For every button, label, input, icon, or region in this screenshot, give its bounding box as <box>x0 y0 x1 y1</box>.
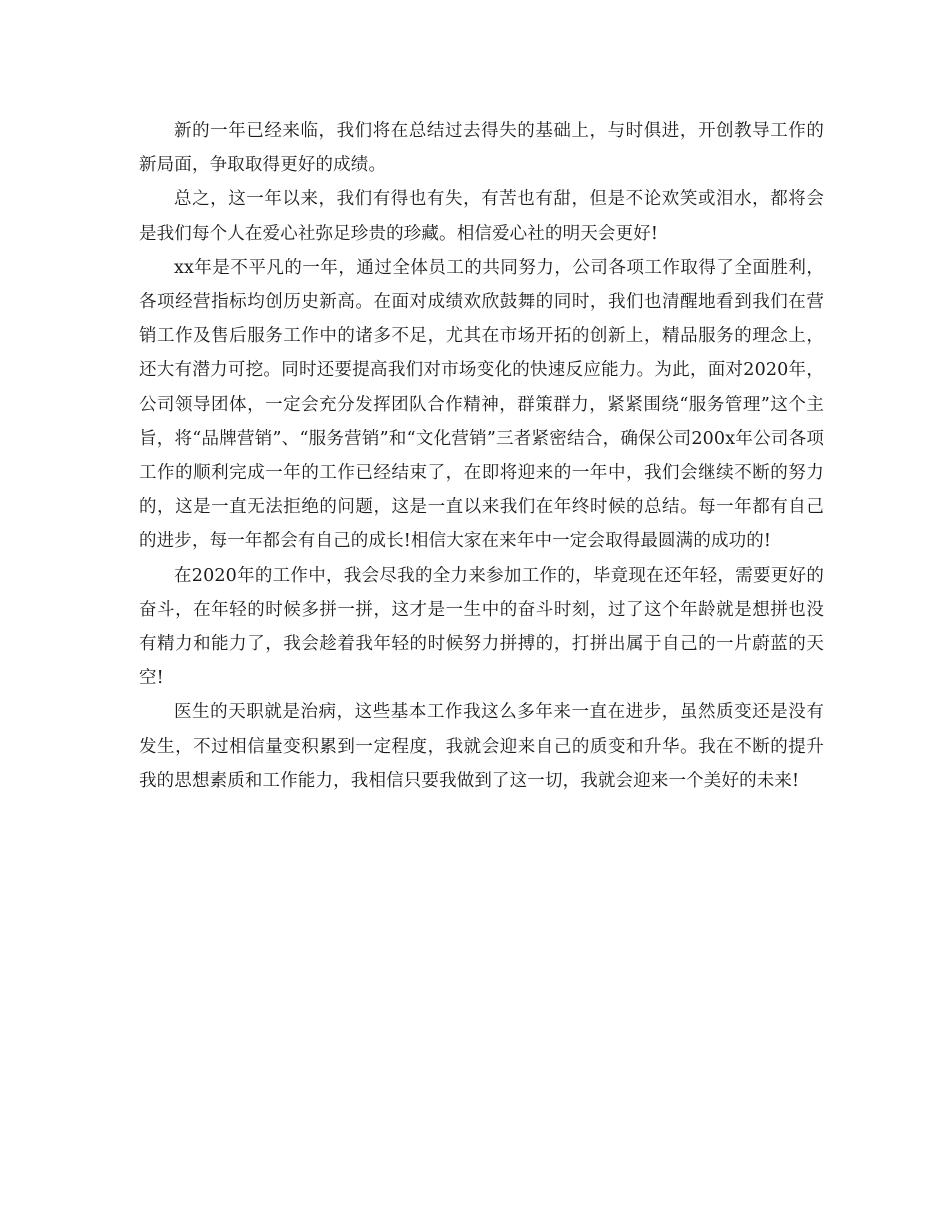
paragraph: 新的一年已经来临，我们将在总结过去得失的基础上，与时俱进，开创教导工作的新局面，争取取得更好的成绩。 <box>139 121 824 176</box>
paragraph: xx年是不平凡的一年，通过全体员工的共同努力，公司各项工作取得了全面胜利，各项经营指标均创历史新高。在面对成绩欢欣鼓舞的同时，我们也清醒地看到我们在营销工作及售后服务工作中的诸多不足，尤其在市场开拓的创新上，精品服务的理念上，还大有潜力可挖。同时还要提高我们对市场变化的快速反应能力。为此，面对2020年，公司领导团体，一定会充分发挥团队合作精神，群策群力，紧紧围绕“服务管理”这个主旨，将“品牌营销”、“服务营销”和“文化营销”三者紧密结合，确保公司200x年公司各项工作的顺利完成一年的工作已经结束了，在即将迎来的一年中，我们会继续不断的努力的，这是一直无法拒绝的问题，这是一直以来我们在年终时候的总结。每一年都有自己的进步，每一年都会有自己的成长!相信大家在来年中一定会取得最圆满的成功的! <box>139 257 824 552</box>
paragraph: 在2020年的工作中，我会尽我的全力来参加工作的，毕竟现在还年轻，需要更好的奋斗，在年轻的时候多拼一拼，这才是一生中的奋斗时刻，过了这个年龄就是想拼也没有精力和能力了，我会趁着我年轻的时候努力拼搏的，打拼出属于自己的一片蔚蓝的天空! <box>139 565 824 689</box>
paragraph: 总之，这一年以来，我们有得也有失，有苦也有甜，但是不论欢笑或泪水，都将会是我们每个人在爱心社弥足珍贵的珍藏。相信爱心社的明天会更好! <box>139 189 824 244</box>
document-body <box>139 114 824 798</box>
paragraph: 医生的天职就是治病，这些基本工作我这么多年来一直在进步，虽然质变还是没有发生，不过相信量变积累到一定程度，我就会迎来自己的质变和升华。我在不断的提升我的思想素质和工作能力，我相信只要我做到了这一切，我就会迎来一个美好的未来! <box>139 702 824 791</box>
